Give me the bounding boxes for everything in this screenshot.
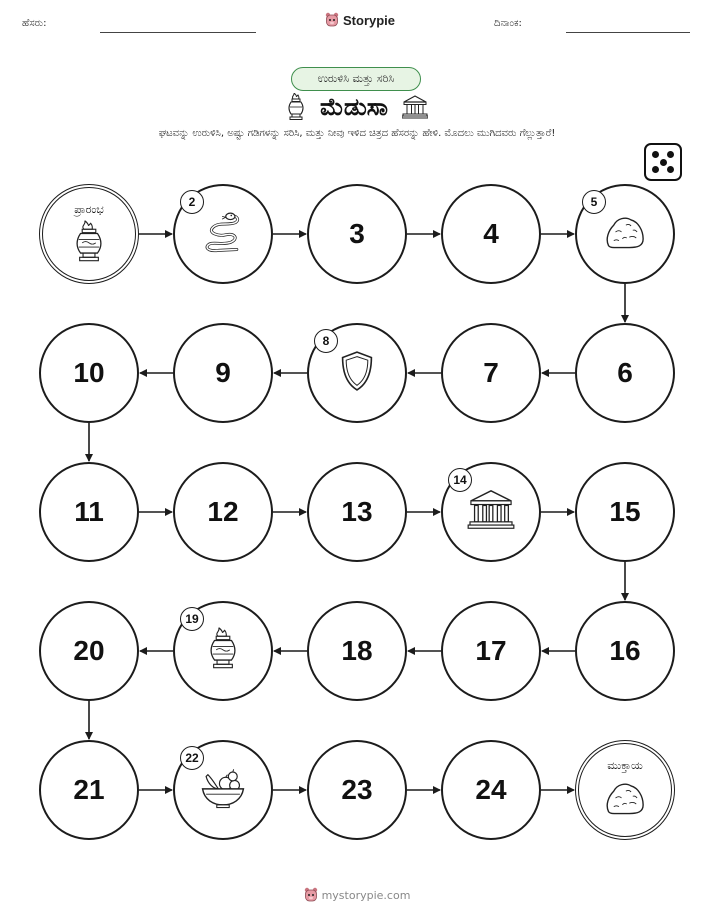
game-title: ಮೆಡುಸಾ <box>320 93 388 121</box>
space-number-badge: 2 <box>180 190 204 214</box>
board-space-10[interactable] <box>39 323 139 423</box>
space-number: 18 <box>341 635 373 666</box>
board-space-16[interactable] <box>575 601 675 701</box>
board-space-21[interactable] <box>39 740 139 840</box>
footer <box>0 887 714 903</box>
board-space-24[interactable] <box>441 740 541 840</box>
board-space-3[interactable] <box>307 184 407 284</box>
space-number: 3 <box>349 218 365 249</box>
board-space-13[interactable] <box>307 462 407 562</box>
space-number: 24 <box>475 774 507 805</box>
board-space-11[interactable] <box>39 462 139 562</box>
space-number: 4 <box>483 218 499 249</box>
game-type-tag: ಉರುಳಿಸಿ ಮತ್ತು ಸರಿಸಿ <box>291 67 421 91</box>
board-space-18[interactable] <box>307 601 407 701</box>
board-space-4[interactable] <box>441 184 541 284</box>
board-space-6[interactable] <box>575 323 675 423</box>
space-number: 23 <box>341 774 373 805</box>
space-number: 17 <box>475 635 507 666</box>
board-space-9[interactable] <box>173 323 273 423</box>
space-number: 15 <box>609 496 641 527</box>
brand-name: Storypie <box>343 12 396 28</box>
finish-label: ಮುಕ್ತಾಯ <box>607 759 643 772</box>
space-number-badge: 19 <box>180 607 204 631</box>
start-space[interactable] <box>39 184 139 284</box>
footer-site: mystorypie.com <box>321 888 411 902</box>
storypie-mascot-icon <box>304 887 318 903</box>
start-label: ಪ್ರಾರಂಭ <box>74 203 104 216</box>
date-label: ದಿನಾಂಕ: <box>494 18 522 29</box>
space-number-badge: 8 <box>314 329 338 353</box>
space-number: 13 <box>341 496 373 527</box>
board-space-7[interactable] <box>441 323 541 423</box>
board-space-23[interactable] <box>307 740 407 840</box>
board-space-15[interactable] <box>575 462 675 562</box>
space-number-badge: 22 <box>180 746 204 770</box>
shield-icon <box>339 350 375 396</box>
name-label: ಹೆಸರು: <box>22 18 47 29</box>
board-space-17[interactable] <box>441 601 541 701</box>
space-number-badge: 5 <box>582 190 606 214</box>
space-number: 6 <box>617 357 633 388</box>
board-space-12[interactable] <box>173 462 273 562</box>
snake-icon <box>200 209 246 259</box>
temple-icon <box>467 489 515 535</box>
urn-icon <box>206 627 240 675</box>
space-number: 10 <box>73 357 105 388</box>
space-number: 16 <box>609 635 641 666</box>
space-number-badge: 14 <box>448 468 472 492</box>
rock-icon <box>603 213 647 255</box>
board-space-20[interactable] <box>39 601 139 701</box>
instructions: ಘಟವನ್ನು ಉರುಳಿಸಿ, ಅಷ್ಟು ಗಡಿಗಳನ್ನು ಸರಿಸಿ, ಮತ್ತು ನೀವು ಇಳಿದ ಚಿತ್ರದ ಹೆಸರನ್ನು ಹೇಳಿ. ಮೊದಲು ಮುಗಿದವರು ಗೆಲ್ಲುತ್ತಾರೆ! <box>158 128 556 139</box>
space-number: 11 <box>74 496 104 527</box>
finish-space[interactable] <box>575 740 675 840</box>
space-number: 20 <box>73 635 105 666</box>
space-number: 7 <box>483 357 499 388</box>
space-number: 21 <box>73 774 105 805</box>
fruit-bowl-icon <box>199 767 247 813</box>
urn-icon <box>72 220 106 268</box>
rock-icon <box>603 779 647 821</box>
space-number: 12 <box>207 496 239 527</box>
space-number: 9 <box>215 357 231 388</box>
